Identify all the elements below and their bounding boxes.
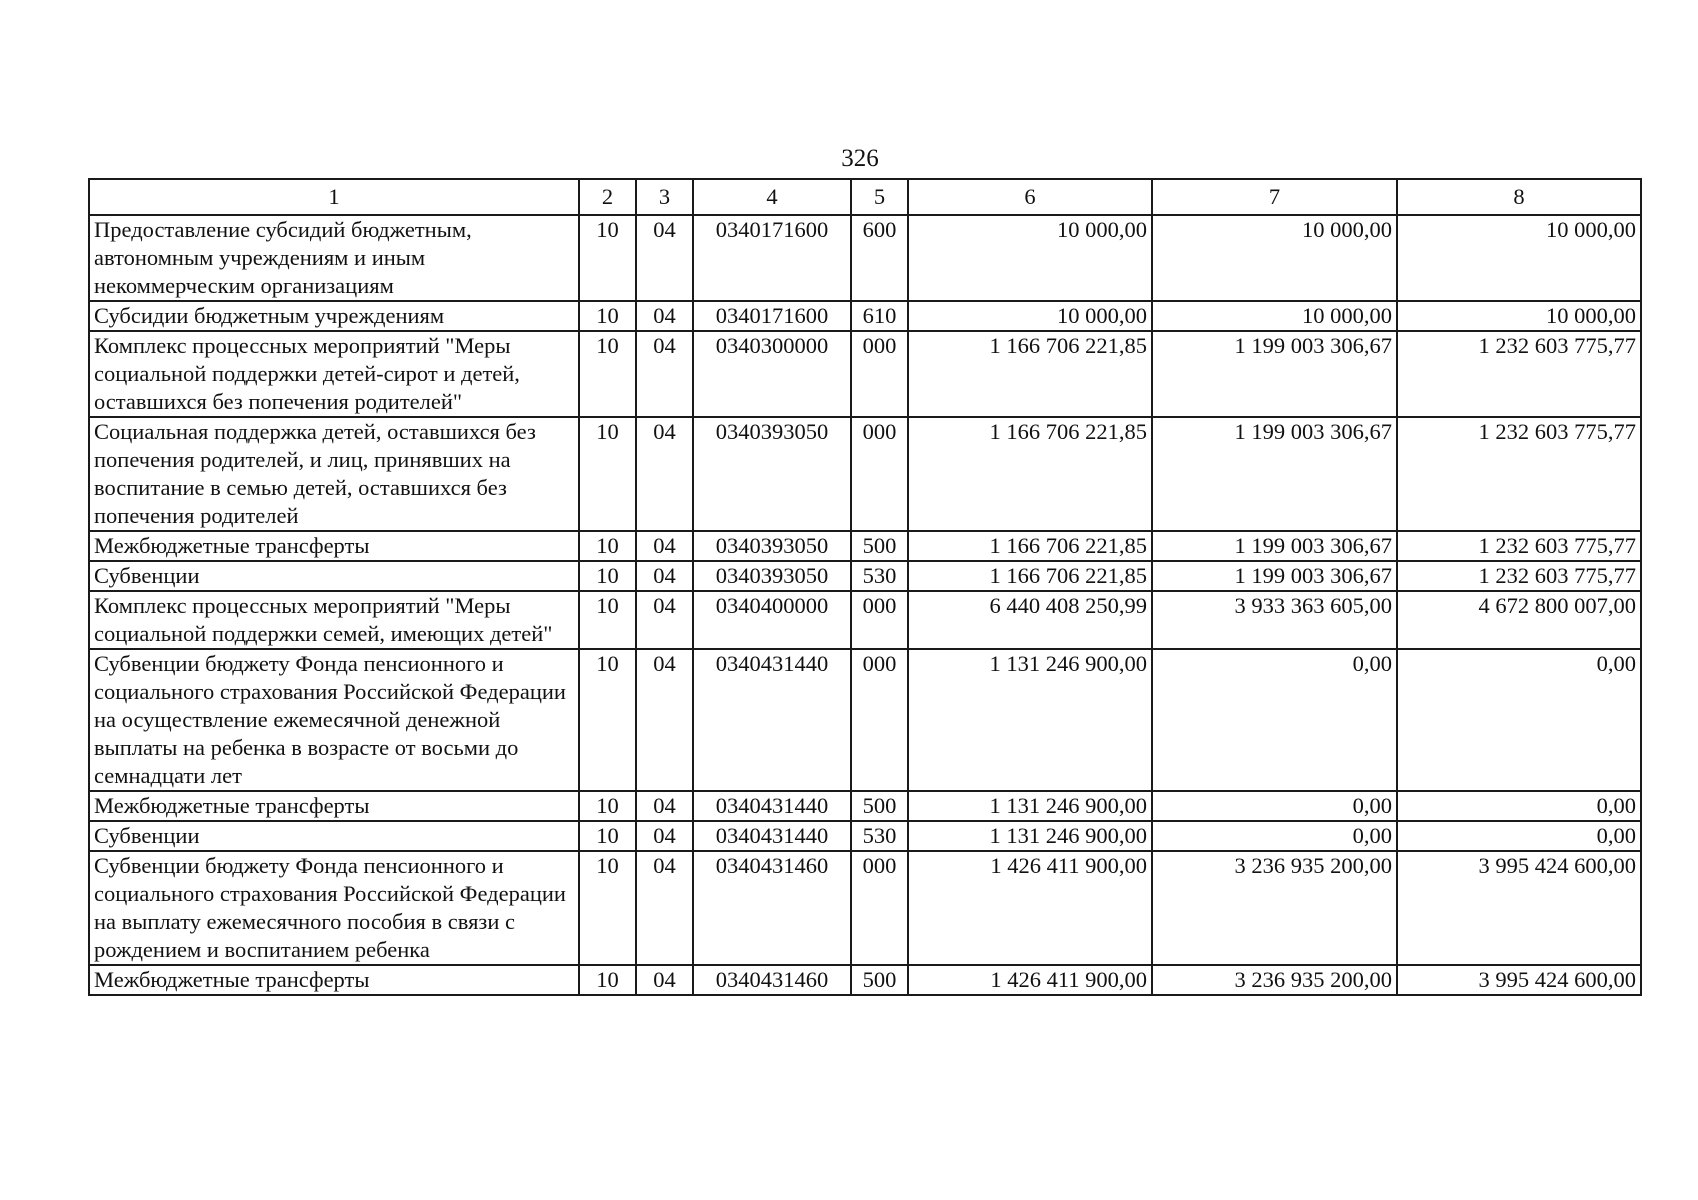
row-section: 10 [579,417,636,531]
row-section: 10 [579,591,636,649]
budget-table [88,178,1642,996]
row-section: 10 [579,215,636,301]
row-amount-8: 10 000,00 [1397,215,1641,301]
row-subsection: 04 [636,417,693,531]
row-section: 10 [579,561,636,591]
row-section: 10 [579,965,636,995]
row-name: Межбюджетные трансферты [89,791,579,821]
row-amount-8: 10 000,00 [1397,301,1641,331]
row-expense-type: 500 [851,531,908,561]
row-name: Субсидии бюджетным учреждениям [89,301,579,331]
row-amount-6: 10 000,00 [908,215,1152,301]
row-target-code: 0340431440 [693,821,851,851]
row-amount-6: 1 166 706 221,85 [908,417,1152,531]
row-amount-7: 1 199 003 306,67 [1152,331,1397,417]
header-col-8: 8 [1397,179,1641,215]
header-col-5: 5 [851,179,908,215]
row-amount-7: 3 933 363 605,00 [1152,591,1397,649]
table-body [89,215,1641,995]
table-row [89,591,1641,649]
row-amount-6: 6 440 408 250,99 [908,591,1152,649]
row-target-code: 0340393050 [693,531,851,561]
row-expense-type: 000 [851,851,908,965]
row-expense-type: 500 [851,965,908,995]
row-amount-6: 1 131 246 900,00 [908,821,1152,851]
row-amount-8: 1 232 603 775,77 [1397,417,1641,531]
table-row [89,965,1641,995]
row-amount-6: 1 131 246 900,00 [908,649,1152,791]
row-target-code: 0340393050 [693,561,851,591]
row-amount-6: 1 131 246 900,00 [908,791,1152,821]
row-amount-8: 3 995 424 600,00 [1397,851,1641,965]
row-expense-type: 000 [851,649,908,791]
row-subsection: 04 [636,531,693,561]
row-target-code: 0340431460 [693,965,851,995]
row-subsection: 04 [636,851,693,965]
row-amount-8: 1 232 603 775,77 [1397,531,1641,561]
row-amount-7: 3 236 935 200,00 [1152,851,1397,965]
row-subsection: 04 [636,965,693,995]
row-target-code: 0340400000 [693,591,851,649]
row-subsection: 04 [636,591,693,649]
table-row [89,215,1641,301]
row-amount-6: 1 166 706 221,85 [908,331,1152,417]
row-subsection: 04 [636,649,693,791]
row-name: Субвенции бюджету Фонда пенсионного и социального страхования Российской Федерации на осуществление ежемесячной денежной выплаты на ребенка в возрасте от восьми до семнадцати лет [89,649,579,791]
row-subsection: 04 [636,791,693,821]
row-amount-7: 1 199 003 306,67 [1152,561,1397,591]
row-expense-type: 530 [851,821,908,851]
row-section: 10 [579,331,636,417]
row-target-code: 0340393050 [693,417,851,531]
row-amount-8: 0,00 [1397,791,1641,821]
row-amount-8: 4 672 800 007,00 [1397,591,1641,649]
header-col-2: 2 [579,179,636,215]
table-row [89,791,1641,821]
table-row [89,851,1641,965]
row-amount-8: 1 232 603 775,77 [1397,331,1641,417]
row-amount-8: 3 995 424 600,00 [1397,965,1641,995]
row-amount-7: 1 199 003 306,67 [1152,531,1397,561]
row-amount-7: 0,00 [1152,791,1397,821]
header-col-4: 4 [693,179,851,215]
row-name: Комплекс процессных мероприятий "Меры социальной поддержки детей-сирот и детей, оставшихся без попечения родителей" [89,331,579,417]
table-row [89,649,1641,791]
row-target-code: 0340431440 [693,649,851,791]
row-expense-type: 530 [851,561,908,591]
row-section: 10 [579,301,636,331]
row-subsection: 04 [636,331,693,417]
row-subsection: 04 [636,301,693,331]
header-col-3: 3 [636,179,693,215]
row-name: Субвенции бюджету Фонда пенсионного и социального страхования Российской Федерации на выплату ежемесячного пособия в связи с рождением и воспитанием ребенка [89,851,579,965]
row-amount-8: 0,00 [1397,821,1641,851]
row-name: Предоставление субсидий бюджетным, автономным учреждениям и иным некоммерческим организациям [89,215,579,301]
row-amount-7: 0,00 [1152,821,1397,851]
row-amount-6: 10 000,00 [908,301,1152,331]
row-name: Межбюджетные трансферты [89,531,579,561]
row-expense-type: 000 [851,591,908,649]
row-section: 10 [579,851,636,965]
row-amount-7: 3 236 935 200,00 [1152,965,1397,995]
table-row [89,417,1641,531]
row-target-code: 0340171600 [693,215,851,301]
table-row [89,531,1641,561]
row-amount-7: 0,00 [1152,649,1397,791]
row-amount-7: 10 000,00 [1152,215,1397,301]
row-section: 10 [579,649,636,791]
table-row [89,301,1641,331]
row-target-code: 0340300000 [693,331,851,417]
row-name: Социальная поддержка детей, оставшихся без попечения родителей, и лиц, принявших на воспитание в семью детей, оставшихся без попечения родителей [89,417,579,531]
row-expense-type: 610 [851,301,908,331]
row-subsection: 04 [636,821,693,851]
row-section: 10 [579,791,636,821]
row-name: Комплекс процессных мероприятий "Меры социальной поддержки семей, имеющих детей" [89,591,579,649]
row-target-code: 0340171600 [693,301,851,331]
row-amount-6: 1 166 706 221,85 [908,531,1152,561]
row-amount-6: 1 426 411 900,00 [908,965,1152,995]
page-number: 326 [841,145,879,172]
row-section: 10 [579,531,636,561]
row-amount-8: 1 232 603 775,77 [1397,561,1641,591]
row-amount-6: 1 426 411 900,00 [908,851,1152,965]
header-row [89,179,1641,215]
header-col-1: 1 [89,179,579,215]
table-row [89,331,1641,417]
row-amount-8: 0,00 [1397,649,1641,791]
row-subsection: 04 [636,215,693,301]
table-row [89,561,1641,591]
header-col-7: 7 [1152,179,1397,215]
row-amount-6: 1 166 706 221,85 [908,561,1152,591]
row-target-code: 0340431460 [693,851,851,965]
row-expense-type: 600 [851,215,908,301]
row-name: Субвенции [89,821,579,851]
table-header [89,179,1641,215]
row-amount-7: 1 199 003 306,67 [1152,417,1397,531]
row-amount-7: 10 000,00 [1152,301,1397,331]
header-col-6: 6 [908,179,1152,215]
row-name: Субвенции [89,561,579,591]
row-expense-type: 500 [851,791,908,821]
row-subsection: 04 [636,561,693,591]
row-target-code: 0340431440 [693,791,851,821]
table-row [89,821,1641,851]
row-section: 10 [579,821,636,851]
row-name: Межбюджетные трансферты [89,965,579,995]
row-expense-type: 000 [851,417,908,531]
row-expense-type: 000 [851,331,908,417]
